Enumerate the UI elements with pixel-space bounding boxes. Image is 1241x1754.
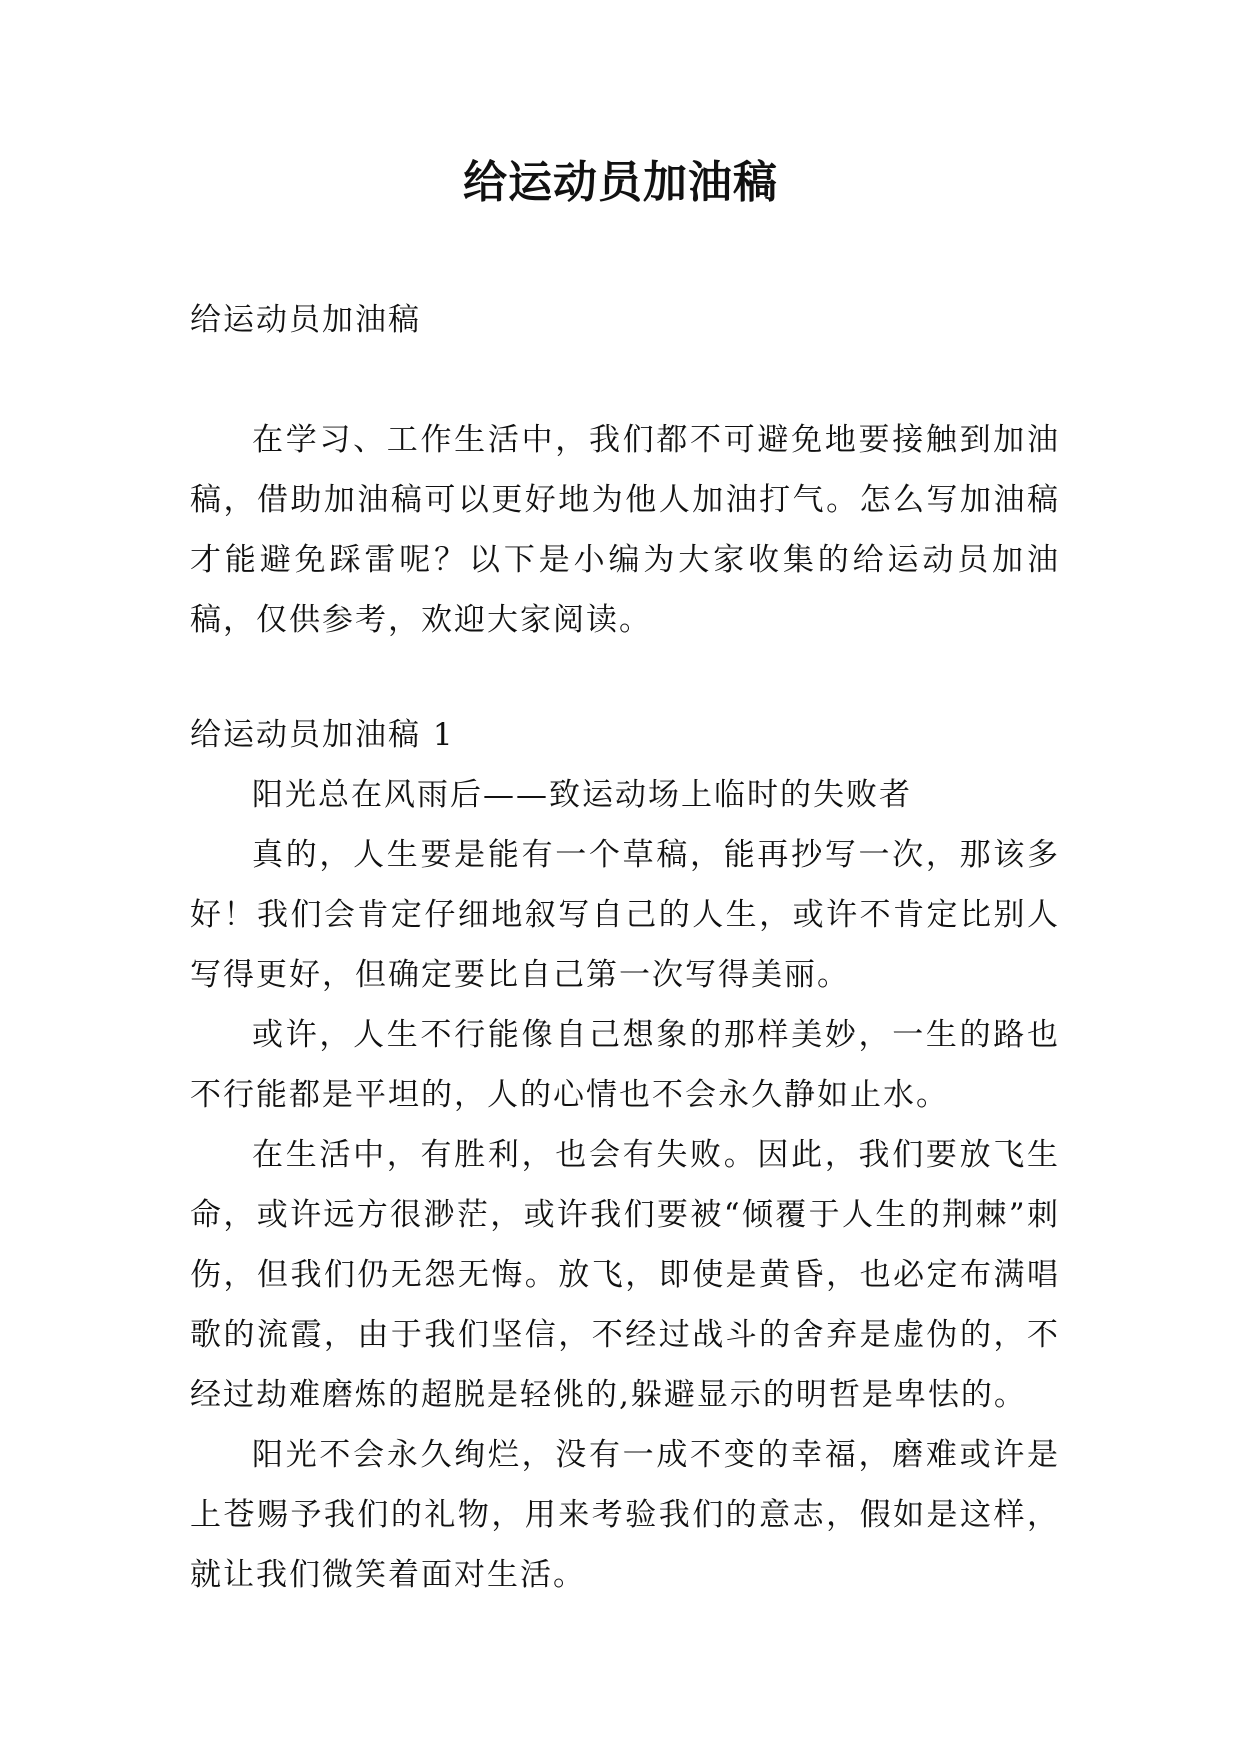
body-paragraph-1: 真的，人生要是能有一个草稿，能再抄写一次，那该多好！我们会肯定仔细地叙写自己的人生，或许不肯定比别人写得更好，但确定要比自己第一次写得美丽。 bbox=[190, 837, 1060, 993]
section-heading: 给运动员加油稿 1 bbox=[190, 717, 455, 753]
body-paragraph-2: 或许，人生不行能像自己想象的那样美妙，一生的路也不行能都是平坦的，人的心情也不会永久静如止水。 bbox=[190, 1017, 1060, 1113]
essay-title: 阳光总在风雨后——致运动场上临时的失败者 bbox=[252, 777, 912, 813]
document-title: 给运动员加油稿 bbox=[463, 157, 778, 208]
body-paragraph-3: 在生活中，有胜利，也会有失败。因此，我们要放飞生命，或许远方很渺茫，或许我们要被“倾覆于人生的荆棘”刺伤，但我们仍无怨无悔。放飞，即使是黄昏，也必定布满唱歌的流霞，由于我们坚信，不经过战斗的舍弃是虚伪的，不经过劫难磨炼的超脱是轻佻的,躲避显示的明哲是卑怯的。 bbox=[190, 1137, 1060, 1413]
document-subtitle: 给运动员加油稿 bbox=[190, 302, 421, 338]
intro-paragraph: 在学习、工作生活中，我们都不可避免地要接触到加油稿，借助加油稿可以更好地为他人加油打气。怎么写加油稿才能避免踩雷呢？以下是小编为大家收集的给运动员加油稿，仅供参考，欢迎大家阅读。 bbox=[190, 422, 1060, 638]
body-paragraph-4: 阳光不会永久绚烂，没有一成不变的幸福，磨难或许是上苍赐予我们的礼物，用来考验我们的意志，假如是这样，就让我们微笑着面对生活。 bbox=[190, 1437, 1060, 1593]
document-body bbox=[190, 290, 1060, 1605]
